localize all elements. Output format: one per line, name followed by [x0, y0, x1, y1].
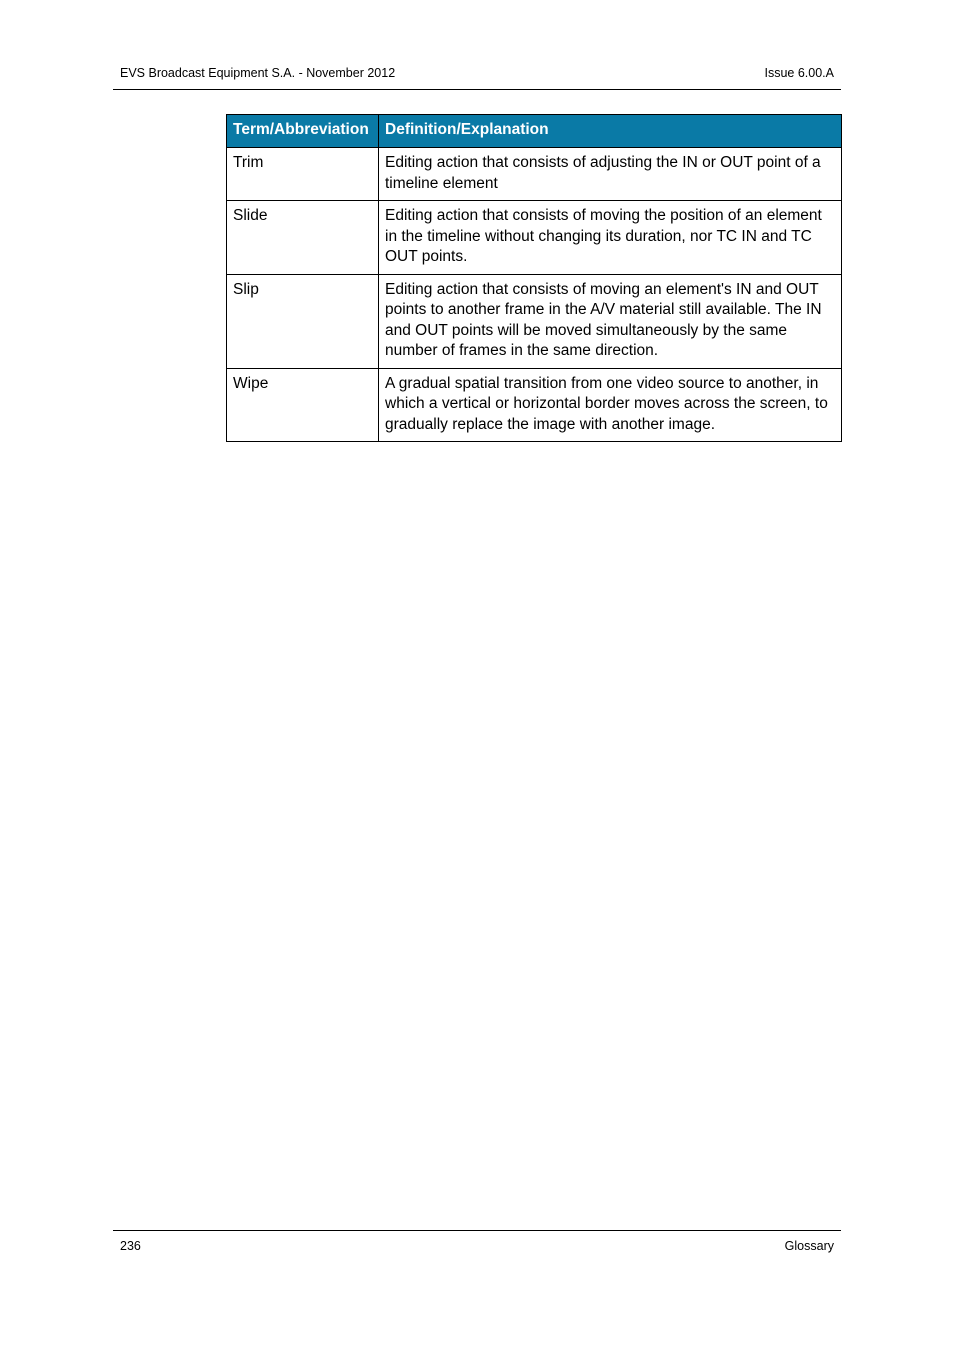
term-cell: Trim: [227, 148, 379, 201]
table-row: [227, 274, 842, 368]
header-publisher: EVS Broadcast Equipment S.A. - November 2012: [120, 66, 396, 80]
table-row: [227, 201, 842, 275]
column-header-definition: Definition/Explanation: [379, 115, 842, 148]
definition-cell: Editing action that consists of moving the position of an element in the timeline without changing its duration, nor TC IN and TC OUT points.: [379, 201, 842, 275]
header-issue: Issue 6.00.A: [764, 66, 834, 80]
term-cell: Slip: [227, 274, 379, 368]
term-cell: Slide: [227, 201, 379, 275]
definition-cell: Editing action that consists of moving an element's IN and OUT points to another frame in the A/V material still available. The IN and OUT points will be moved simultaneously by the same number of frames in the same direction.: [379, 274, 842, 368]
table-row: [227, 148, 842, 201]
section-name: Glossary: [784, 1239, 834, 1253]
page-footer: [113, 1230, 841, 1260]
table-header-row: [227, 115, 842, 148]
definition-cell: Editing action that consists of adjusting the IN or OUT point of a timeline element: [379, 148, 842, 201]
page-header: [113, 60, 841, 90]
glossary-table: [226, 114, 842, 442]
page-number: 236: [120, 1239, 141, 1253]
table-row: [227, 368, 842, 442]
term-cell: Wipe: [227, 368, 379, 442]
column-header-term: Term/Abbreviation: [227, 115, 379, 148]
definition-cell: A gradual spatial transition from one video source to another, in which a vertical or horizontal border moves across the screen, to gradually replace the image with another image.: [379, 368, 842, 442]
